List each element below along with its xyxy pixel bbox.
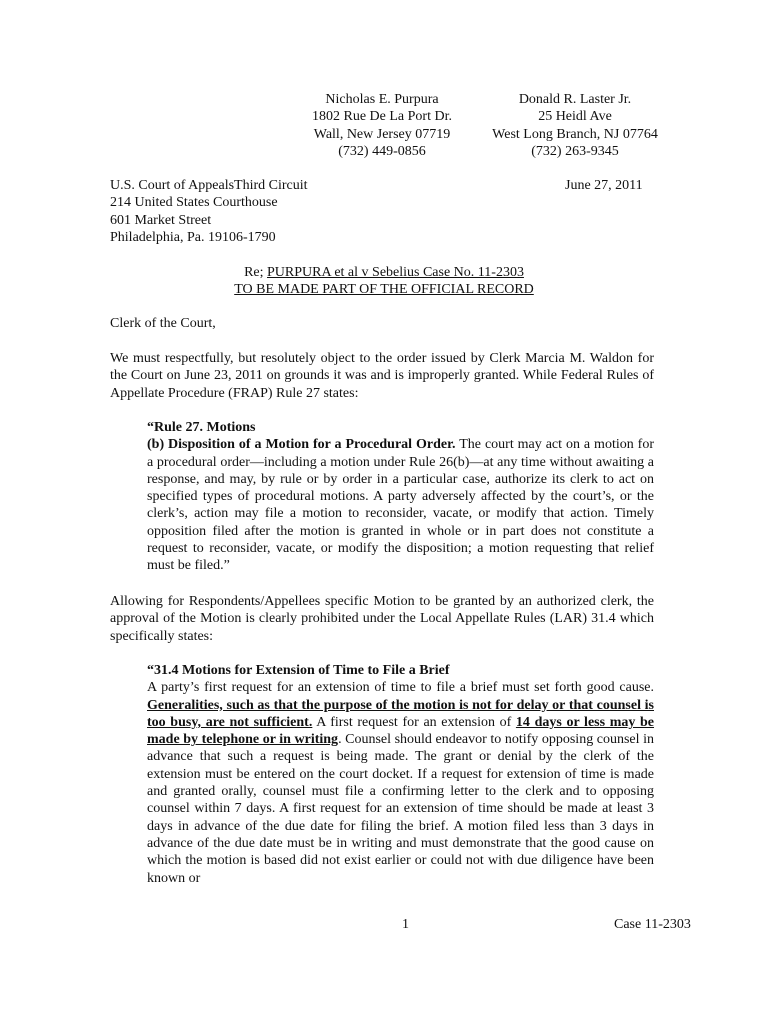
quote-subheading: (b) Disposition of a Motion for a Procedural Order. <box>147 437 456 453</box>
sender-phone: (732) 263-9345 <box>531 143 619 159</box>
recipient-line: 601 Market Street <box>110 212 212 228</box>
sender-name: Nicholas E. Purpura <box>325 92 439 107</box>
re-line <box>110 264 658 281</box>
quote-emphasis: 14 days or less may be made by telephone or in writing <box>147 714 655 748</box>
quote-heading: “31.4 Motions for Extension of Time to File a Brief <box>147 663 450 678</box>
recipient-address <box>110 177 308 246</box>
sender-name: Donald R. Laster Jr. <box>518 92 632 107</box>
sender-street: 1802 Rue De La Port Dr. <box>312 109 452 125</box>
re-block <box>110 264 658 299</box>
body-paragraph: Allowing for Respondents/Appellees specific Motion to be granted by an authorized clerk, the approval of the Motion is clearly prohibited under the Local Appellate Rules (LAR) 31.4 which specifically states: <box>110 594 654 644</box>
quote-text: . Counsel should endeavor to notify opposing counsel in advance that such a request is being made. The grant or denial by the clerk of the extension must be entered on the court docket. If a request for extension of time is made and granted orally, counsel must file a confirming letter to the clerk and to opposing counsel within 7 days. A first request for an extension of time should be made at least 3 days in advance of the due date for filing the brief. A motion filed less than 3 days in advance of the due date must be in writing and must demonstrate that the good cause on which the motion is based did not exist earlier or could not with due diligence have been known or <box>147 732 654 886</box>
quote-text: A party’s first request for an extension of time to file a brief must set forth good cause. <box>147 680 654 696</box>
quote-emphasis: Generalities, such as that the purpose of the motion is not for delay or that counsel is too busy, are not sufficient. <box>147 697 654 730</box>
sender-street: 25 Heidl Ave <box>538 109 612 125</box>
quoted-rule-27 <box>147 419 654 575</box>
recipient-line: 214 United States Courthouse <box>110 195 278 211</box>
quote-text: A first request for an extension of <box>312 714 516 730</box>
sender-city: West Long Branch, NJ 07764 <box>492 126 658 142</box>
re-prefix: Re; <box>244 265 268 280</box>
sender-city: Wall, New Jersey 07719 <box>313 126 451 142</box>
sender-block-purpura <box>282 91 482 160</box>
page-number: 1 <box>402 917 409 932</box>
recipient-line: U.S. Court of AppealsThird Circuit <box>110 178 308 193</box>
body-paragraph: We must respectfully, but resolutely object to the order issued by Clerk Marcia M. Waldon for the Court on June 23, 2011 on grounds it was and is improperly granted. While Federal Rules of Appellate Procedure (FRAP) Rule 27 states: <box>110 351 654 401</box>
footer-case-number: Case 11-2303 <box>614 917 691 932</box>
quote-heading: “Rule 27. Motions <box>147 420 256 435</box>
quote-body <box>147 436 654 574</box>
quoted-lar-31-4 <box>147 662 654 887</box>
re-record-line: TO BE MADE PART OF THE OFFICIAL RECORD <box>234 282 534 298</box>
re-case: PURPURA et al v Sebelius Case No. 11-2303 <box>267 265 524 280</box>
recipient-line: Philadelphia, Pa. 19106-1790 <box>110 229 276 245</box>
quote-body <box>147 679 654 887</box>
quote-text: The court may act on a motion for a procedural order—including a motion under Rule 26(b)—at any time without awaiting a response, and may, by rule or by order in a particular case, authorize its clerk to act on specified types of procedural motions. A party adversely affected by the court’s, or the clerk’s, action may file a motion to reconsider, vacate, or modify that action. Timely opposition filed after the motion is granted in whole or in part does not constitute a request to reconsider, vacate, or modify the disposition; a motion requesting that relief must be filed.” <box>147 437 654 574</box>
sender-phone: (732) 449-0856 <box>338 143 426 159</box>
sender-block-laster <box>475 91 675 160</box>
salutation: Clerk of the Court, <box>110 316 216 331</box>
letter-date: June 27, 2011 <box>565 178 643 193</box>
